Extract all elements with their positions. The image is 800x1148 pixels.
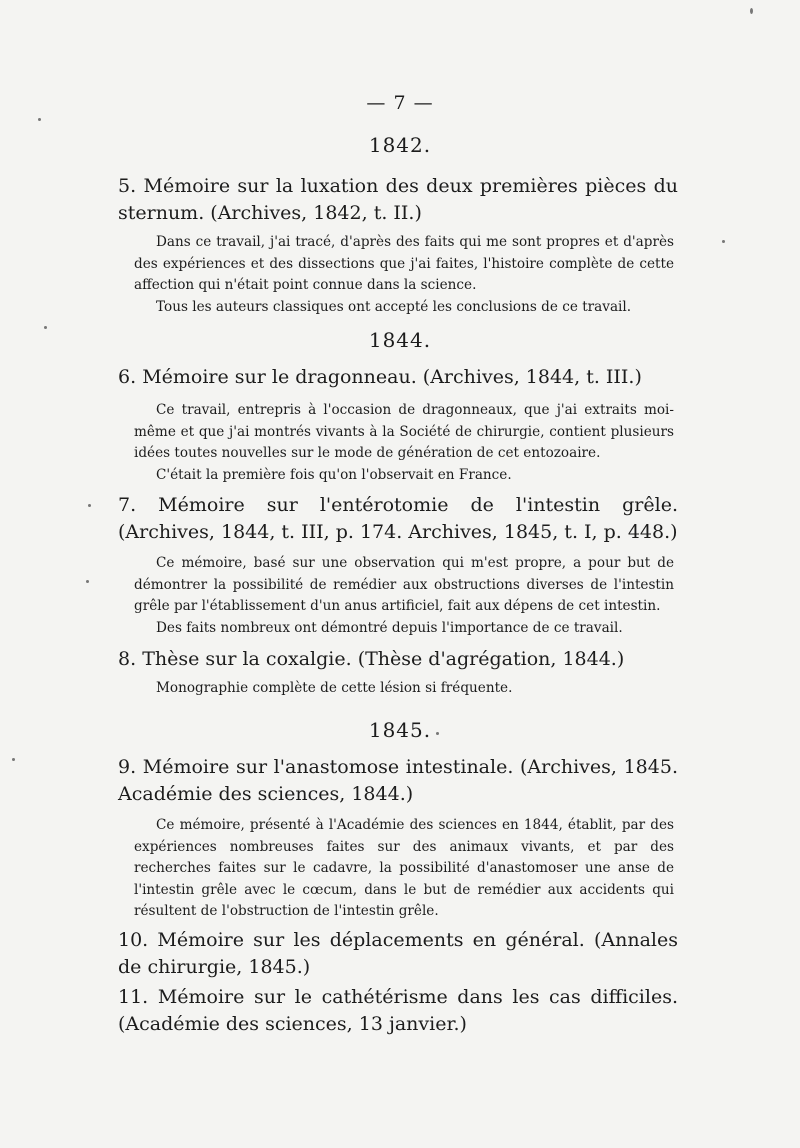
entry-6 <box>118 364 678 391</box>
scan-speck <box>86 580 89 583</box>
paragraph: Monographie complète de cette lésion si fréquente. <box>156 680 513 696</box>
entry-number: 8. <box>118 648 137 670</box>
entry-7 <box>118 492 678 546</box>
entry-number: 6. <box>118 366 137 388</box>
entry-9-description <box>134 815 674 923</box>
entry-number: 5. <box>118 175 137 197</box>
entry-title: Thèse sur la coxalgie. (Thèse d'agrégation, 1844.) <box>142 648 625 670</box>
scan-speck <box>722 240 725 243</box>
entry-10 <box>118 927 678 981</box>
scan-speck <box>436 732 439 735</box>
scan-speck <box>44 326 47 329</box>
scan-speck <box>750 8 753 14</box>
entry-title: Mémoire sur le cathétérisme dans les cas difficiles. (Académie des sciences, 13 janvier.) <box>118 986 678 1035</box>
entry-title: Mémoire sur le dragonneau. (Archives, 1844, t. III.) <box>142 366 642 388</box>
entry-8-description <box>134 678 674 700</box>
paragraph: Ce mémoire, présenté à l'Académie des sciences en 1844, établit, par des expériences nombreuses faites sur des animaux vivants, et par des recherches faites sur le cadavre, la possibilité d'anastomoser une anse de l'intestin grêle avec le cœcum, dans le but de remédier aux accidents qui résultent de l'obstruction de l'intestin grêle. <box>134 817 674 919</box>
entry-11 <box>118 984 678 1038</box>
scan-speck <box>88 504 91 507</box>
scan-speck <box>38 118 41 121</box>
entry-9 <box>118 754 678 808</box>
entry-7-description <box>134 553 674 639</box>
entry-number: 9. <box>118 756 137 778</box>
entry-title: Mémoire sur l'anastomose intestinale. (Archives, 1845. Académie des sciences, 1844.) <box>118 756 678 805</box>
entry-5 <box>118 173 678 227</box>
paragraph: Des faits nombreux ont démontré depuis l'importance de ce travail. <box>156 619 623 636</box>
paragraph: C'était la première fois qu'on l'observait en France. <box>156 466 512 483</box>
page-number: — 7 — <box>366 92 434 114</box>
entry-title: Mémoire sur les déplacements en général. (Annales de chirurgie, 1845.) <box>118 929 678 978</box>
year-heading-1844: 1844. <box>368 328 432 352</box>
paragraph: Ce mémoire, basé sur une observation qui m'est propre, a pour but de démontrer la possibilité de remédier aux obstructions diverses de l'intestin grêle par l'établissement d'un anus artificiel, fait aux dépens de cet intestin. <box>134 555 674 614</box>
entry-6-description <box>134 400 674 486</box>
entry-5-description <box>134 232 674 318</box>
paragraph: Ce travail, entrepris à l'occasion de dragonneaux, que j'ai extraits moi-même et que j'ai montrés vivants à la Société de chirurgie, contient plusieurs idées toutes nouvelles sur le mode de génération de cet entozoaire. <box>134 402 674 461</box>
entry-number: 10. <box>118 929 149 951</box>
paragraph: Tous les auteurs classiques ont accepté les conclusions de ce travail. <box>156 298 632 315</box>
year-heading-1845: 1845. <box>368 718 432 742</box>
entry-8 <box>118 646 678 673</box>
entry-title: Mémoire sur la luxation des deux premières pièces du sternum. (Archives, 1842, t. II.) <box>118 175 679 224</box>
scan-speck <box>12 758 15 761</box>
year-heading-1842: 1842. <box>368 133 432 157</box>
entry-number: 7. <box>118 494 137 516</box>
entry-number: 11. <box>118 986 149 1008</box>
entry-title: Mémoire sur l'entérotomie de l'intestin grêle. (Archives, 1844, t. III, p. 174. Archives, 1845, t. I, p. 448.) <box>118 494 678 543</box>
paragraph: Dans ce travail, j'ai tracé, d'après des faits qui me sont propres et d'après des expériences et des dissections que j'ai faites, l'histoire complète de cette affection qui n'était point connue dans la science. <box>134 234 674 293</box>
